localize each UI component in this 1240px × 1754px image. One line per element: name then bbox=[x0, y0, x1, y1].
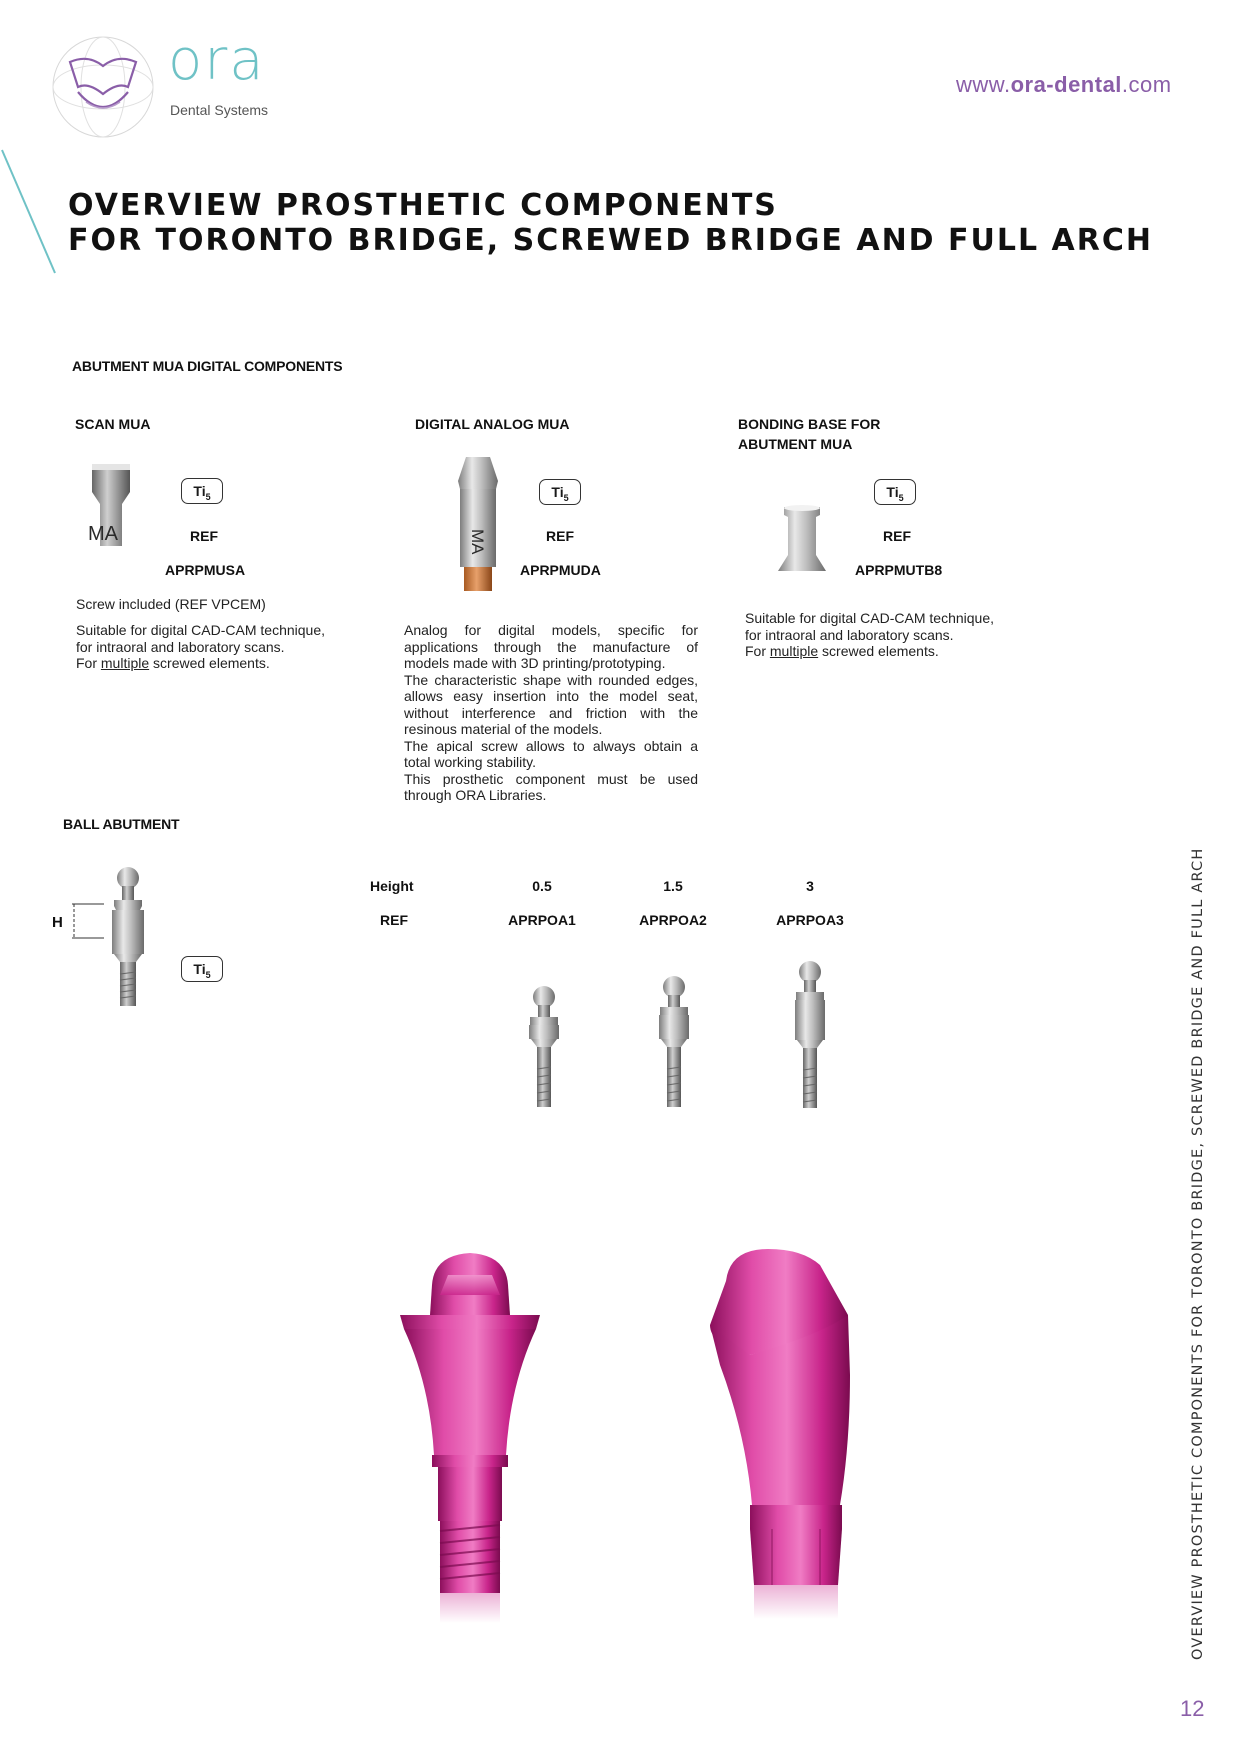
scan-mua-ref-code: APRPMUSA bbox=[165, 562, 246, 578]
digital-analog-heading: DIGITAL ANALOG MUA bbox=[415, 416, 570, 432]
section-heading-mua-digital: ABUTMENT MUA DIGITAL COMPONENTS bbox=[72, 358, 343, 374]
page-number: 12 bbox=[1180, 1696, 1205, 1721]
scan-mua-heading: SCAN MUA bbox=[75, 416, 151, 432]
page-title-line2: FOR TORONTO BRIDGE, SCREWED BRIDGE AND FULL ARCH bbox=[68, 223, 1154, 258]
logo-emblem-icon bbox=[48, 32, 158, 142]
table-height-value: 0.5 bbox=[532, 878, 552, 894]
straight-mua-abutment-image bbox=[390, 1245, 550, 1625]
material-badge-ti5: $Ti_5$ bbox=[539, 479, 581, 505]
logo-subtitle: Dental Systems bbox=[170, 102, 269, 118]
digital-analog-image-label: MA bbox=[468, 529, 487, 555]
bonding-base-description: Suitable for digital CAD-CAM technique, for intraoral and laboratory scans. For multiple screwed elements. bbox=[745, 610, 995, 659]
website-suffix: .com bbox=[1121, 72, 1172, 97]
scan-mua-image bbox=[86, 462, 136, 548]
sidebar-vertical-title: OVERVIEW PROSTHETIC COMPONENTS FOR TORONTO BRIDGE, SCREWED BRIDGE AND FULL ARCH bbox=[1190, 847, 1206, 1660]
scan-mua-description: Suitable for digital CAD-CAM technique, for intraoral and laboratory scans. For multiple screwed elements. bbox=[76, 622, 326, 671]
digital-analog-ref-code: APRPMUDA bbox=[520, 562, 601, 578]
table-height-value: 1.5 bbox=[663, 878, 683, 894]
table-ref-value: APRPOA1 bbox=[508, 912, 576, 928]
logo-text: ora bbox=[168, 28, 266, 93]
bonding-base-heading: BONDING BASE FOR ABUTMENT MUA bbox=[738, 416, 881, 452]
angled-mua-abutment-image bbox=[690, 1245, 870, 1625]
page-title-line1: OVERVIEW PROSTHETIC COMPONENTS bbox=[68, 188, 778, 223]
material-badge-ti5: $Ti_5$ bbox=[874, 479, 916, 505]
bonding-base-ref-label: REF bbox=[883, 528, 911, 544]
table-height-value: 3 bbox=[806, 878, 814, 894]
logo bbox=[48, 28, 298, 142]
scan-mua-screw-note: Screw included (REF VPCEM) bbox=[76, 596, 266, 612]
section-heading-ball-abutment: BALL ABUTMENT bbox=[63, 816, 180, 832]
material-badge-ti5: $Ti_5$ bbox=[181, 478, 223, 504]
table-ref-value: APRPOA3 bbox=[776, 912, 844, 928]
ball-abutment-3-image bbox=[790, 960, 830, 1110]
material-badge-ti5: $Ti_5$ bbox=[181, 956, 223, 982]
website-prefix: www. bbox=[956, 72, 1011, 97]
digital-analog-ref-label: REF bbox=[546, 528, 574, 544]
height-dimension-marker bbox=[64, 900, 108, 942]
bonding-base-ref-code: APRPMUTB8 bbox=[855, 562, 943, 578]
page-title bbox=[68, 188, 1153, 258]
website-domain: ora-dental bbox=[1010, 72, 1122, 97]
height-dimension-label: H bbox=[52, 914, 63, 931]
table-ref-label: REF bbox=[380, 912, 408, 928]
table-height-label: Height bbox=[370, 878, 414, 894]
digital-analog-image bbox=[450, 455, 506, 593]
website-link[interactable] bbox=[956, 72, 1172, 98]
digital-analog-description: Analog for digital models, specific for applications through the manufacture of models made with 3D printing/prototyping. The characteristic shape with rounded edges, allows easy insertion into the model seat, without interference and friction with the resinous material of the models. The apical screw allows to always obtain a total working stability. This prosthetic component must be used through ORA Libraries. bbox=[404, 622, 698, 803]
scan-mua-image-label: MA bbox=[88, 523, 118, 545]
bonding-base-image bbox=[776, 505, 828, 575]
scan-mua-ref-label: REF bbox=[190, 528, 218, 544]
ball-abutment-1-5-image bbox=[654, 975, 694, 1109]
table-ref-value: APRPOA2 bbox=[639, 912, 707, 928]
ball-abutment-0-5-image bbox=[524, 985, 564, 1109]
ball-abutment-image bbox=[106, 866, 150, 1008]
decorative-diagonal-line bbox=[0, 148, 60, 278]
